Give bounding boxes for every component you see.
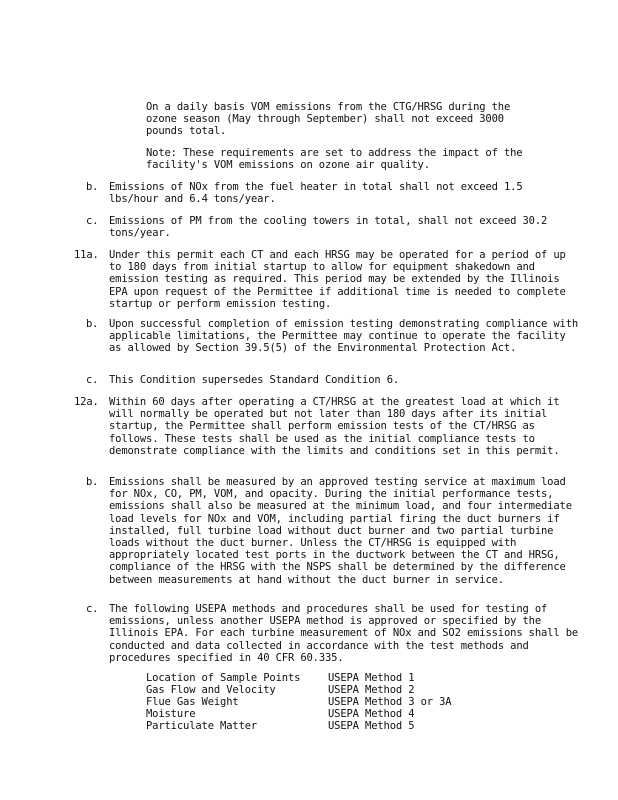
- method-reference: USEPA Method 4: [328, 708, 415, 720]
- shakedown-paragraph: Under this permit each CT and each HRSG may be operated for a period of up to 180 days from initial startup to allow for equipment shakedown and emission testing as required. This period may be extended by the Illinois EPA upon request of the Permittee if additional time is needed to complete startup or perform emission testing.: [109, 249, 572, 310]
- vom-limit-paragraph: On a daily basis VOM emissions from the CTG/HRSG during the ozone season (May through September) shall not exceed 3000 pounds total.: [146, 101, 517, 138]
- emissions-measurement-paragraph: Emissions shall be measured by an approved testing service at maximum load for NOx, CO, PM, VOM, and opacity. During the initial performance tests, emissions shall also be measured at the minimum load, and four intermediate load levels for NOx and VOM, including partial firing the duct burners if installed, full turbine load without duct burner and two partial turbine loads without the duct burner. Unless the CT/HRSG is equipped with appropriately located test ports in the ductwork between the CT and HRSG, compliance of the HRSG with the NSPS shall be determined by the difference between measurements at hand without the duct burner in service.: [109, 476, 579, 586]
- note-paragraph: Note: These requirements are set to address the impact of the facility's VOM emissions on ozone air quality.: [146, 147, 529, 172]
- item-label-c2: c.: [86, 374, 99, 386]
- item-label-b2: b.: [86, 318, 99, 330]
- nox-heater-paragraph: Emissions of NOx from the fuel heater in total shall not exceed 1.5 lbs/hour and 6.4 tons/year.: [109, 181, 529, 206]
- condition-label-11a: 11a.: [74, 249, 99, 261]
- method-reference: USEPA Method 5: [328, 720, 415, 732]
- item-label-b3: b.: [86, 476, 99, 488]
- item-label-c3: c.: [86, 603, 99, 615]
- compliance-demonstration-paragraph: Upon successful completion of emission testing demonstrating compliance with applicable limitations, the Permittee may continue to operate the facility as allowed by Section 39.5(5) of the Environmental Protection Act.: [109, 318, 585, 355]
- condition-label-12a: 12a.: [74, 396, 99, 408]
- method-parameter: Location of Sample Points: [146, 672, 301, 684]
- item-label-c: c.: [86, 215, 99, 227]
- method-reference: USEPA Method 3 or 3A: [328, 696, 452, 708]
- supersede-paragraph: This Condition supersedes Standard Condition 6.: [109, 374, 400, 386]
- method-parameter: Flue Gas Weight: [146, 696, 239, 708]
- method-parameter: Particulate Matter: [146, 720, 258, 732]
- method-parameter: Gas Flow and Velocity: [146, 684, 276, 696]
- method-reference: USEPA Method 2: [328, 684, 415, 696]
- method-parameter: Moisture: [146, 708, 196, 720]
- test-methods-paragraph: The following USEPA methods and procedures shall be used for testing of emissions, unless another USEPA method is approved or specified by the Illinois EPA. For each turbine measurement of NOx and SO2 emissions shall be conducted and data collected in accordance with the test methods and procedures specified in 40 CFR 60.335.: [109, 603, 585, 664]
- item-label-b: b.: [86, 181, 99, 193]
- pm-cooling-paragraph: Emissions of PM from the cooling towers in total, shall not exceed 30.2 tons/year.: [109, 215, 554, 240]
- method-reference: USEPA Method 1: [328, 672, 415, 684]
- performance-test-paragraph: Within 60 days after operating a CT/HRSG at the greatest load at which it will normally be operated but not later than 180 days after its initial startup, the Permittee shall perform emission tests of the CT/HRSG as follows. These tests shall be used as the initial compliance tests to demonstrate compliance with the limits and conditions set in this permit.: [109, 396, 566, 457]
